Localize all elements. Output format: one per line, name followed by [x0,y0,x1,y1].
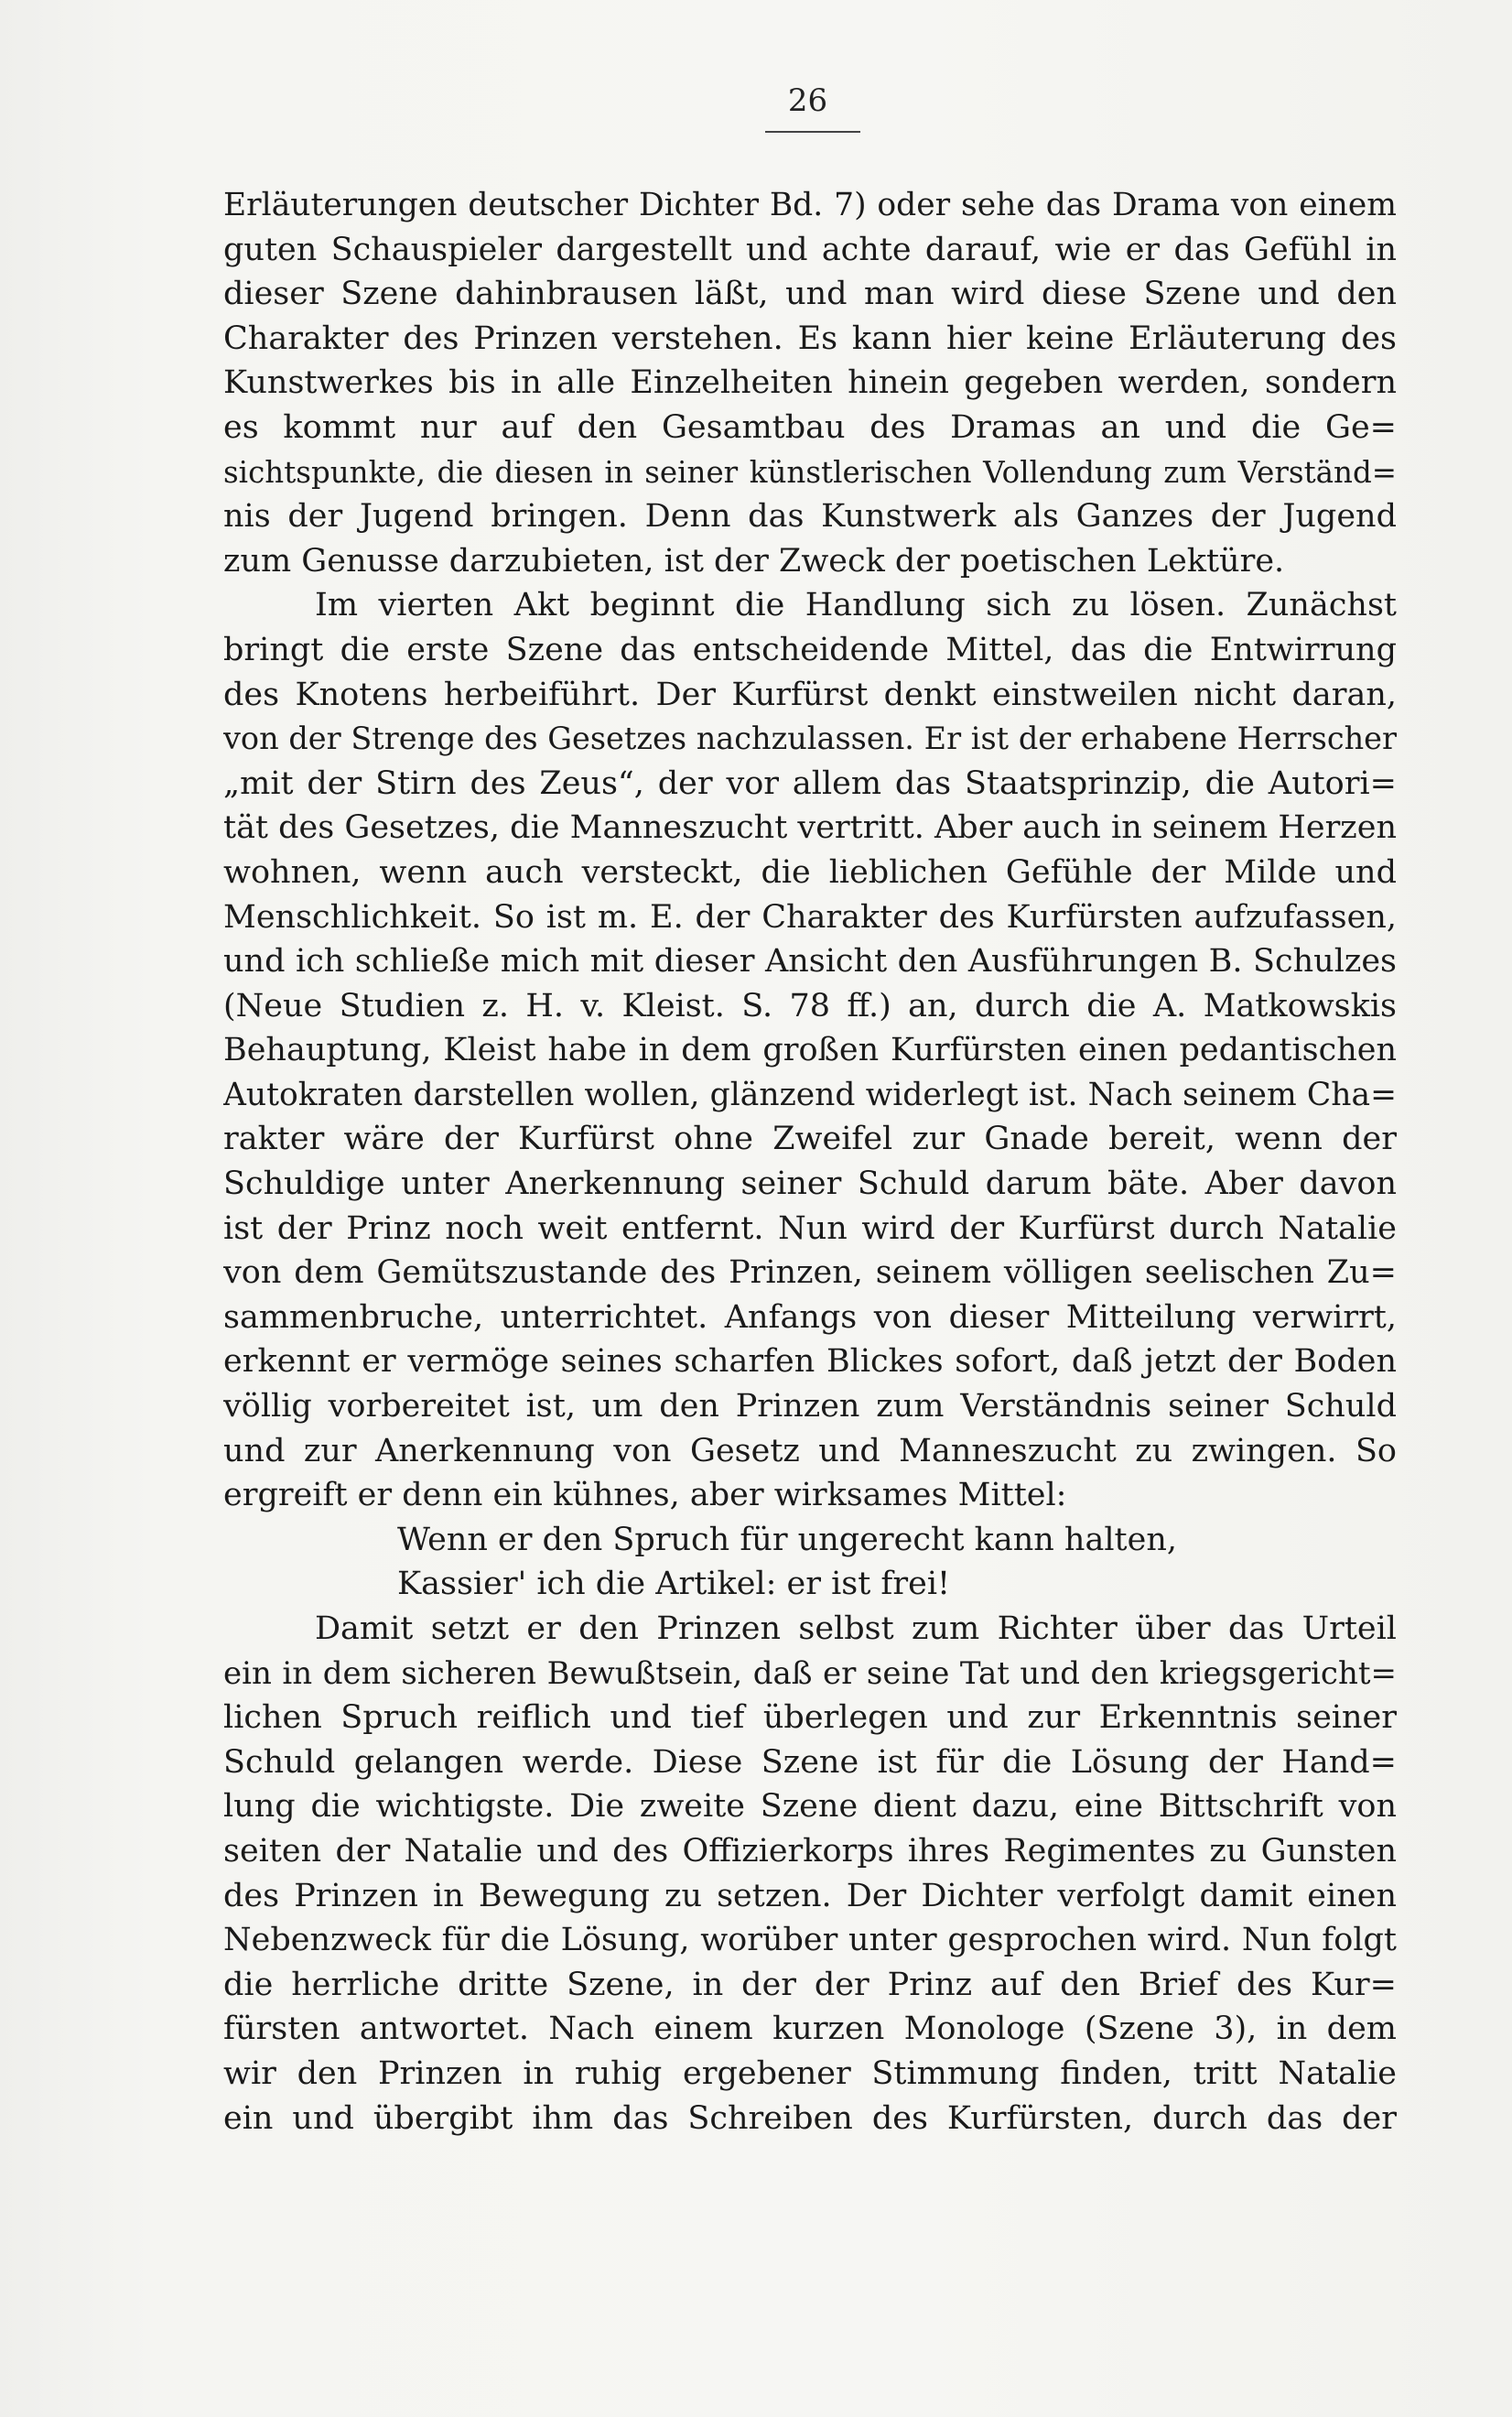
text-line: Kunstwerkes bis in alle Einzelheiten hinein gegeben werden, sondern [223,364,1397,402]
text-line: fürsten antwortet. Nach einem kurzen Monologe (Szene 3), in dem [223,2011,1397,2048]
text-line: zum Genusse darzubieten, ist der Zweck der poetischen Lektüre. [223,542,1285,580]
text-line: es kommt nur auf den Gesamtbau des Dramas an und die Ge= [223,408,1397,446]
text-line: bringt die erste Szene das entscheidende Mittel, das die Entwirrung [223,631,1397,668]
text-line: völlig vorbereitet ist, um den Prinzen zum Verständnis seiner Schuld [223,1388,1397,1425]
text-line: seiten der Natalie und des Offizierkorps ihres Regimentes zu Gunsten [223,1832,1397,1870]
text-line: von der Strenge des Gesetzes nachzulassen. Er ist der erhabene Herrscher [223,721,1397,757]
text-line: „mit der Stirn des Zeus“, der vor allem das Staatsprinzip, die Autori= [223,764,1397,802]
text-line: lichen Spruch reiflich und tief überlegen und zur Erkenntnis seiner [223,1699,1397,1737]
text-line: und zur Anerkennung von Gesetz und Manneszucht zu zwingen. So [223,1432,1397,1469]
text-line: dieser Szene dahinbrausen läßt, und man wird diese Szene und den [223,276,1397,313]
text-line: ein in dem sicheren Bewußtsein, daß er seine Tat und den kriegsgericht= [223,1654,1397,1692]
text-line: des Prinzen in Bewegung zu setzen. Der Dichter verfolgt damit einen [223,1877,1397,1914]
text-line: des Knotens herbeiführt. Der Kurfürst denkt einstweilen nicht daran, [223,676,1397,713]
text-line: Schuldige unter Anerkennung seiner Schuld darum bäte. Aber davon [223,1165,1397,1203]
text-line: Menschlichkeit. So ist m. E. der Charakter des Kurfürsten aufzufassen, [223,898,1397,936]
text-line: Im vierten Akt beginnt die Handlung sich zu lösen. Zunächst [315,587,1397,624]
text-line: rakter wäre der Kurfürst ohne Zweifel zur Gnade bereit, wenn der [223,1121,1397,1158]
text-line: ein und übergibt ihm das Schreiben des Kurfürsten, durch das der [223,2099,1397,2137]
body-text [223,183,1397,2141]
verse-line: Wenn er den Spruch für ungerecht kann halten, [397,1521,1177,1558]
text-line: ergreift er denn ein kühnes, aber wirksames Mittel: [223,1477,1067,1514]
text-line: tät des Gesetzes, die Manneszucht vertritt. Aber auch in seinem Herzen [223,809,1397,847]
text-line: erkennt er vermöge seines scharfen Blickes sofort, daß jetzt der Boden [223,1343,1397,1381]
text-line: wir den Prinzen in ruhig ergebener Stimmung finden, tritt Natalie [223,2054,1397,2092]
text-line: Autokraten darstellen wollen, glänzend widerlegt ist. Nach seinem Cha= [223,1076,1397,1113]
text-line: Schuld gelangen werde. Diese Szene ist für die Lösung der Hand= [223,1743,1397,1781]
text-line: wohnen, wenn auch versteckt, die lieblichen Gefühle der Milde und [223,853,1397,891]
text-line: Charakter des Prinzen verstehen. Es kann hier keine Erläuterung des [223,320,1397,357]
text-line: lung die wichtigste. Die zweite Szene dient dazu, eine Bittschrift von [223,1788,1397,1826]
text-line: guten Schauspieler dargestellt und achte darauf, wie er das Gefühl in [223,231,1397,268]
text-line: und ich schließe mich mit dieser Ansicht den Ausführungen B. Schulzes [223,943,1397,981]
text-line: sichtspunkte, die diesen in seiner künstlerischen Vollendung zum Verständ= [223,454,1397,490]
verse-line: Kassier' ich die Artikel: er ist frei! [397,1566,951,1603]
text-line: Erläuterungen deutscher Dichter Bd. 7) oder sehe das Drama von einem [223,187,1397,223]
text-line: Nebenzweck für die Lösung, worüber unter gesprochen wird. Nun folgt [223,1922,1397,1959]
page-number-rule [765,131,860,133]
text-line: sammenbruche, unterrichtet. Anfangs von dieser Mitteilung verwirrt, [223,1298,1397,1336]
page-number: 26 [787,82,828,119]
text-line: Behauptung, Kleist habe in dem großen Kurfürsten einen pedantischen [223,1032,1397,1069]
text-line: ist der Prinz noch weit entfernt. Nun wird der Kurfürst durch Natalie [223,1209,1397,1247]
text-line: Damit setzt er den Prinzen selbst zum Richter über das Urteil [315,1610,1397,1647]
text-line: von dem Gemütszustande des Prinzen, seinem völligen seelischen Zu= [223,1254,1397,1292]
text-line: die herrliche dritte Szene, in der der Prinz auf den Brief des Kur= [223,1966,1397,2003]
text-line: (Neue Studien z. H. v. Kleist. S. 78 ff.) an, durch die A. Matkowskis [223,987,1397,1024]
text-line: nis der Jugend bringen. Denn das Kunstwerk als Ganzes der Jugend [223,498,1397,536]
